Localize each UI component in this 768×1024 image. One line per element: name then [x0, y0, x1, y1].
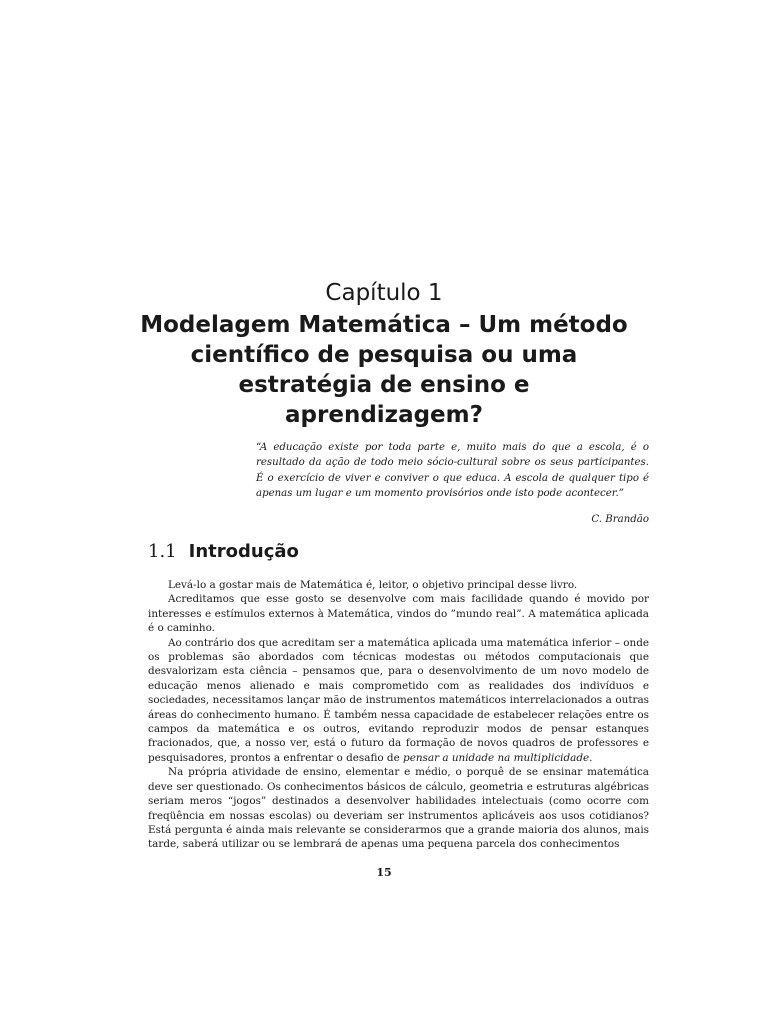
paragraph: [148, 636, 649, 766]
paragraph: Na própria atividade de ensino, elementar e médio, o porquê de se ensinar matemática deve ser questionado. Os conhecimentos básicos de cálculo, geometria e estruturas algébricas seriam meros “jogos” destinados a desenvolver habilidades intelectuais (como ocorre com freqüência em nossas escolas) ou deveriam ser instrumentos aplicáveis aos usos cotidianos? Está pergunta é ainda mais relevante se considerarmos que a grande maioria dos alunos, mais tarde, saberá utilizar ou se lembrará de apenas uma pequena parcela dos conhecimentos: [148, 766, 649, 851]
chapter-title: Modelagem Matemática – Um método científico de pesquisa ou uma estratégia de ensino e aprendizagem?: [140, 312, 628, 428]
paragraph-text: Ao contrário dos que acreditam ser a matemática aplicada uma matemática inferior – onde os problemas são abordados com técnicas modestas ou métodos computacionais que desvalorizam esta ciência – pensamos que, para o desenvolvimento de um novo modelo de educação menos alienado e mais comprometido com as realidades dos indivíduos e sociedades, necessitamos lançar mão de instrumentos matemáticos interrelacionados a outras áreas do conhecimento humano. É também nessa capacidade de estabelecer relações entre os campos da matemática e os outros, evitando reproduzir modos de pensar estanques fracionados, que, a nosso ver, está o futuro da formação de novos quadros de professores e pesquisadores, prontos a enfrentar o desafio de: [148, 636, 649, 764]
paragraph-text: .: [589, 751, 593, 764]
emphasis-text: pensar a unidade na multiplicidade: [403, 751, 590, 764]
page-number: 15: [376, 866, 392, 879]
section-title: Introdução: [188, 541, 299, 562]
epigraph-quote: “A educação existe por toda parte e, muito mais do que a escola, é o resultado da ação de todo meio sócio-cultural sobre os seus participantes. É o exercício de viver e conviver o que educa. A escola de qualquer tipo é apenas um lugar e um momento provisórios onde isto pode acontecer.”: [256, 442, 649, 500]
body-text: [148, 578, 649, 852]
section-heading: [148, 541, 648, 562]
paragraph: Levá-lo a gostar mais de Matemática é, leitor, o objetivo principal desse livro.: [168, 579, 578, 591]
section-number: 1.1: [148, 541, 177, 562]
epigraph-author: C. Brandão: [591, 514, 649, 525]
paragraph: Acreditamos que esse gosto se desenvolve com mais facilidade quando é movido por interesses e estímulos externos à Matemática, vindos do ”mundo real”. A matemática aplicada é o caminho.: [148, 593, 649, 635]
chapter-label: Capítulo 1: [325, 280, 443, 306]
